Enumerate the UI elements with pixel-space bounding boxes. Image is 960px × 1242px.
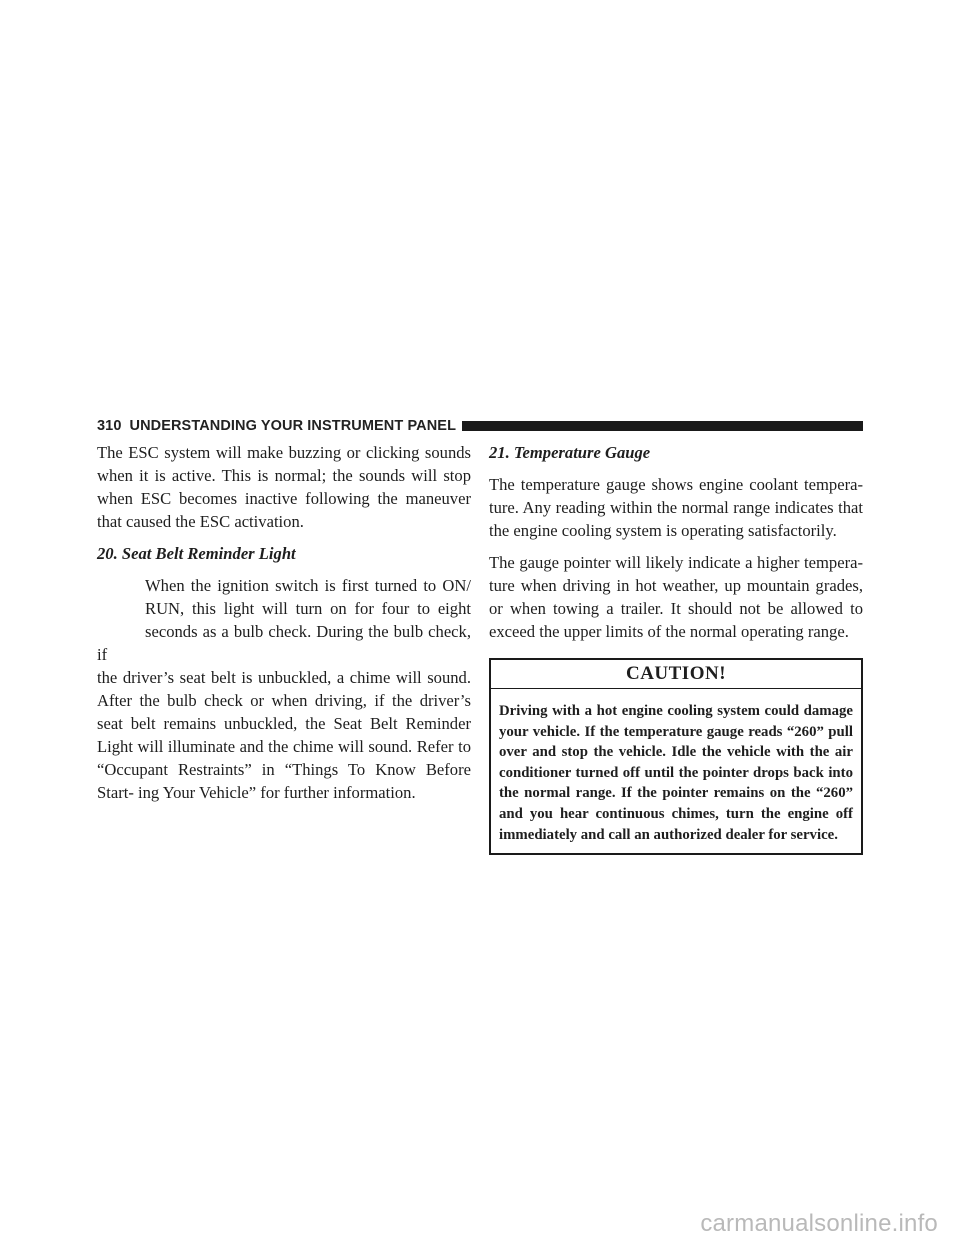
page-header	[97, 416, 863, 436]
page-number: 310	[97, 418, 122, 434]
seat-belt-paragraph: the driver’s seat belt is unbuckled, a chime will sound. After the bulb check or when driving, if the driver’s seat belt remains unbuckled, the Seat Belt Reminder Light will illuminate and the chime will sound. Refer to “Occupant Restraints” in “Things To Know Before Start- ing Your Vehicle” for further information.	[97, 668, 471, 802]
seat-belt-icon-placeholder	[97, 574, 145, 643]
seat-belt-paragraph-indented: When the ignition switch is first turned to ON/ RUN, this light will turn on for four to eight seconds as a bulb check. During the bulb check, if	[97, 576, 471, 664]
temperature-gauge-heading: 21. Temperature Gauge	[489, 443, 651, 462]
seat-belt-heading: 20. Seat Belt Reminder Light	[97, 544, 296, 563]
temperature-paragraph-1: The temperature gauge shows engine coolant tempera- ture. Any reading within the normal range indicates that the engine cooling system is operating satisfactorily.	[489, 475, 863, 540]
seat-belt-section	[97, 574, 471, 804]
caution-title: CAUTION!	[491, 660, 861, 689]
section-title: UNDERSTANDING YOUR INSTRUMENT PANEL	[129, 418, 457, 434]
temperature-paragraph-2: The gauge pointer will likely indicate a higher tempera- ture when driving in hot weather, up mountain grades, or when towing a trailer. It should not be allowed to exceed the upper limits of the normal operating range.	[489, 553, 863, 641]
esc-paragraph: The ESC system will make buzzing or clicking sounds when it is active. This is normal; the sounds will stop when ESC becomes inactive following the maneuver that caused the ESC activation.	[97, 443, 471, 531]
header-rule	[462, 421, 863, 431]
right-column	[489, 441, 863, 855]
caution-body: Driving with a hot engine cooling system could damage your vehicle. If the temperature gauge reads “260” pull over and stop the vehicle. Idle the vehicle with the air conditioner turned off until the pointer drops back into the normal range. If the pointer remains on the “260” and you hear continuous chimes, turn the engine off immediately and call an authorized dealer for service.	[499, 703, 853, 843]
left-column	[97, 441, 471, 813]
caution-box	[489, 658, 863, 855]
watermark: carmanualsonline.info	[700, 1210, 938, 1237]
